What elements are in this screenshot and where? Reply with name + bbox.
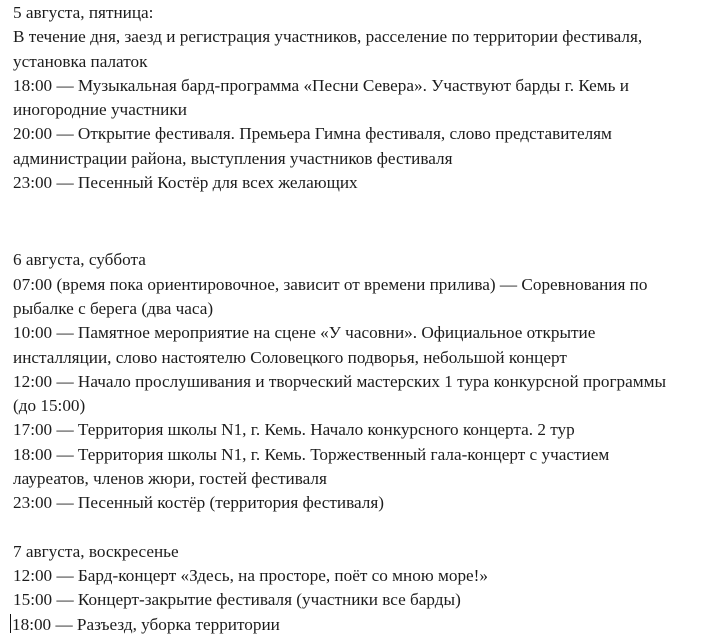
schedule-line: 20:00 — Открытие фестиваля. Премьера Гимна фестиваля, слово представителям	[13, 124, 612, 144]
schedule-line: лауреатов, членов жюри, гостей фестиваля	[13, 469, 327, 489]
schedule-line: (до 15:00)	[13, 396, 86, 416]
schedule-line: 10:00 — Памятное мероприятие на сцене «У часовни». Официальное открытие	[13, 323, 596, 343]
schedule-line-text: 18:00 — Разъезд, уборка территории	[12, 614, 280, 634]
day-heading: 5 августа, пятница:	[13, 3, 154, 22]
section-spacer	[13, 516, 713, 540]
day-section-7-august	[13, 540, 713, 637]
section-spacer	[13, 195, 713, 248]
schedule-line: установка палаток	[13, 51, 148, 71]
document-body	[13, 1, 713, 637]
schedule-line: В течение дня, заезд и регистрация участников, расселение по территории фестиваля,	[13, 27, 643, 47]
schedule-line: рыбалке с берега (два часа)	[13, 298, 214, 318]
schedule-line: инсталляции, слово настоятелю Соловецкого подворья, небольшой концерт	[13, 347, 567, 367]
schedule-line: 18:00 — Территория школы N1, г. Кемь. Торжественный гала-концерт с участием	[13, 444, 610, 464]
schedule-line: 23:00 — Песенный Костёр для всех желающих	[13, 173, 358, 193]
day-heading: 7 августа, воскресенье	[13, 541, 179, 561]
schedule-line: 15:00 — Концерт-закрытие фестиваля (участники все барды)	[13, 590, 461, 610]
schedule-line: администрации района, выступления участников фестиваля	[13, 148, 453, 168]
schedule-line: 07:00 (время пока ориентировочное, зависит от времени прилива) — Соревнования по	[13, 274, 648, 294]
day-section-6-august	[13, 248, 713, 515]
day-heading: 6 августа, суббота	[13, 250, 146, 270]
schedule-line: иногородние участники	[13, 100, 187, 120]
day-section-5-august	[13, 1, 713, 195]
schedule-line: 12:00 — Начало прослушивания и творческий мастерских 1 тура конкурсной программы	[13, 371, 667, 391]
schedule-line: 23:00 — Песенный костёр (территория фестиваля)	[13, 493, 384, 513]
schedule-line: 18:00 — Музыкальная бард-программа «Песни Севера». Участвуют барды г. Кемь и	[13, 75, 630, 95]
schedule-line-last[interactable]	[13, 613, 713, 637]
schedule-line: 12:00 — Бард-концерт «Здесь, на просторе, поёт со мною море!»	[13, 565, 488, 585]
schedule-line: 17:00 — Территория школы N1, г. Кемь. Начало конкурсного концерта. 2 тур	[13, 420, 575, 440]
text-cursor	[10, 614, 11, 633]
